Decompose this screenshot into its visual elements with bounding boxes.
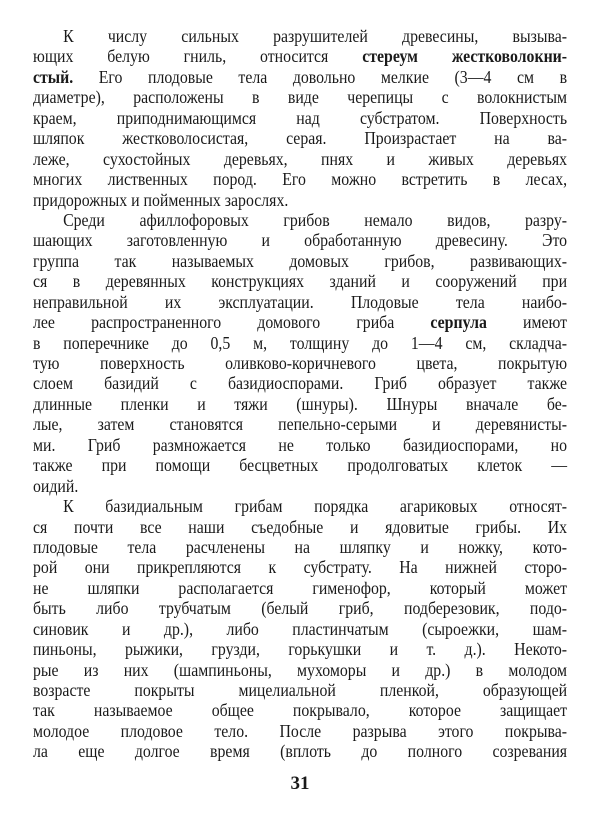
text-run: лые, затем становятся пепельно-серыми и деревянисты- — [33, 414, 568, 435]
text-run: молодое плодовое тело. После разрыва этого покрыва- — [33, 720, 568, 741]
text-run: также при помощи бесцветных продолговатых клеток — — [33, 455, 568, 476]
text-run: Его плодовые тела довольно мелкие (3—4 см в — [73, 66, 568, 87]
text-line — [33, 230, 567, 250]
bold-term: стый. — [33, 66, 74, 87]
text-line — [33, 26, 567, 46]
text-line — [33, 639, 567, 659]
text-run: неправильной их эксплуатации. Плодовые тела наибо- — [33, 291, 568, 312]
text-run: краем, приподнимающимся над субстратом. Поверхность — [33, 107, 568, 128]
text-line — [33, 414, 567, 434]
text-line — [33, 578, 567, 598]
text-run: К числу сильных разрушителей древесины, вызыва- — [63, 26, 568, 46]
text-line — [33, 190, 567, 210]
text-run: быть либо трубчатым (белый гриб, подберезовик, подо- — [33, 598, 568, 619]
text-run: придорожных и пойменных зарослях. — [33, 189, 289, 210]
text-line — [33, 537, 567, 557]
bold-term: серпула — [430, 312, 487, 333]
text-run: возрасте покрыты мицелиальной пленкой, образующей — [33, 680, 568, 700]
text-run: ла еще долгое время (вплоть до полного созревания — [33, 741, 568, 762]
paragraph — [33, 496, 567, 762]
text-run: синовик и др.), либо пластинчатым (сыроежки, шам- — [33, 618, 568, 639]
text-run: слоем базидий с базидиоспорами. Гриб образует также — [33, 373, 568, 394]
text-run: оидий. — [33, 475, 79, 496]
text-run: лее распространенного домового гриба — [33, 312, 431, 333]
text-line — [33, 476, 567, 496]
text-line — [33, 660, 567, 680]
text-run: ющих белую гниль, относится — [33, 46, 363, 67]
text-run: ся в деревянных конструкциях зданий и сооружений при — [33, 271, 568, 292]
text-run: шающих заготовленную и обработанную древесину. Это — [33, 230, 568, 251]
text-line — [33, 435, 567, 455]
paragraph — [33, 26, 567, 210]
text-line — [33, 271, 567, 291]
text-line — [33, 251, 567, 271]
text-line — [33, 149, 567, 169]
text-line — [33, 128, 567, 148]
text-line — [33, 46, 567, 66]
text-line — [33, 312, 567, 332]
text-run: многих лиственных пород. Его можно встретить в лесах, — [33, 169, 568, 190]
text-line — [33, 87, 567, 107]
text-line — [33, 169, 567, 189]
text-run: в поперечнике до 0,5 м, толщину до 1—4 см, складча- — [33, 332, 568, 353]
text-line — [33, 67, 567, 87]
text-line — [33, 741, 567, 761]
text-line — [33, 700, 567, 720]
bold-term: стереум жестковолокни- — [362, 46, 568, 67]
text-line — [33, 680, 567, 700]
text-line — [33, 292, 567, 312]
paragraph — [33, 210, 567, 496]
text-line — [33, 373, 567, 393]
text-line — [33, 517, 567, 537]
text-run: тую поверхность оливково-коричневого цвета, покрытую — [33, 353, 568, 373]
text-run: рой они прикрепляются к субстрату. На нижней сторо- — [33, 557, 568, 578]
text-run: не шляпки располагается гименофор, который может — [33, 577, 568, 598]
text-line — [33, 455, 567, 475]
page-body — [33, 26, 567, 762]
text-run: рые из них (шампиньоны, мухоморы и др.) в молодом — [33, 659, 568, 680]
text-run: шляпок жестковолосистая, серая. Произрастает на ва- — [33, 128, 568, 149]
text-run: так называемое общее покрывало, которое защищает — [33, 700, 568, 721]
text-run: имеют — [486, 312, 568, 333]
text-line — [33, 353, 567, 373]
text-line — [33, 496, 567, 516]
text-run: плодовые тела расчленены на шляпку и ножку, кото- — [33, 536, 568, 557]
text-line — [33, 598, 567, 618]
text-run: леже, сухостойных деревьях, пнях и живых деревьях — [33, 148, 568, 169]
text-run: диаметре), расположены в виде черепицы с волокнистым — [33, 87, 568, 108]
text-run: ся почти все наши съедобные и ядовитые грибы. Их — [33, 516, 568, 537]
text-line — [33, 108, 567, 128]
text-run: ми. Гриб размножается не только базидиоспорами, но — [33, 434, 568, 455]
text-line — [33, 721, 567, 741]
text-run: длинные пленки и тяжи (шнуры). Шнуры вначале бе- — [33, 393, 568, 414]
text-run: группа так называемых домовых грибов, развивающих- — [33, 250, 568, 271]
text-line — [33, 333, 567, 353]
text-line — [33, 210, 567, 230]
text-run: К базидиальным грибам порядка агариковых относят- — [63, 496, 568, 517]
text-run: пиньоны, рыжики, грузди, горькушки и т. д.). Некото- — [33, 639, 568, 660]
text-line — [33, 557, 567, 577]
text-line — [33, 619, 567, 639]
text-run: Среди афиллофоровых грибов немало видов, разру- — [63, 209, 568, 230]
text-line — [33, 394, 567, 414]
page-number: 31 — [290, 773, 310, 794]
